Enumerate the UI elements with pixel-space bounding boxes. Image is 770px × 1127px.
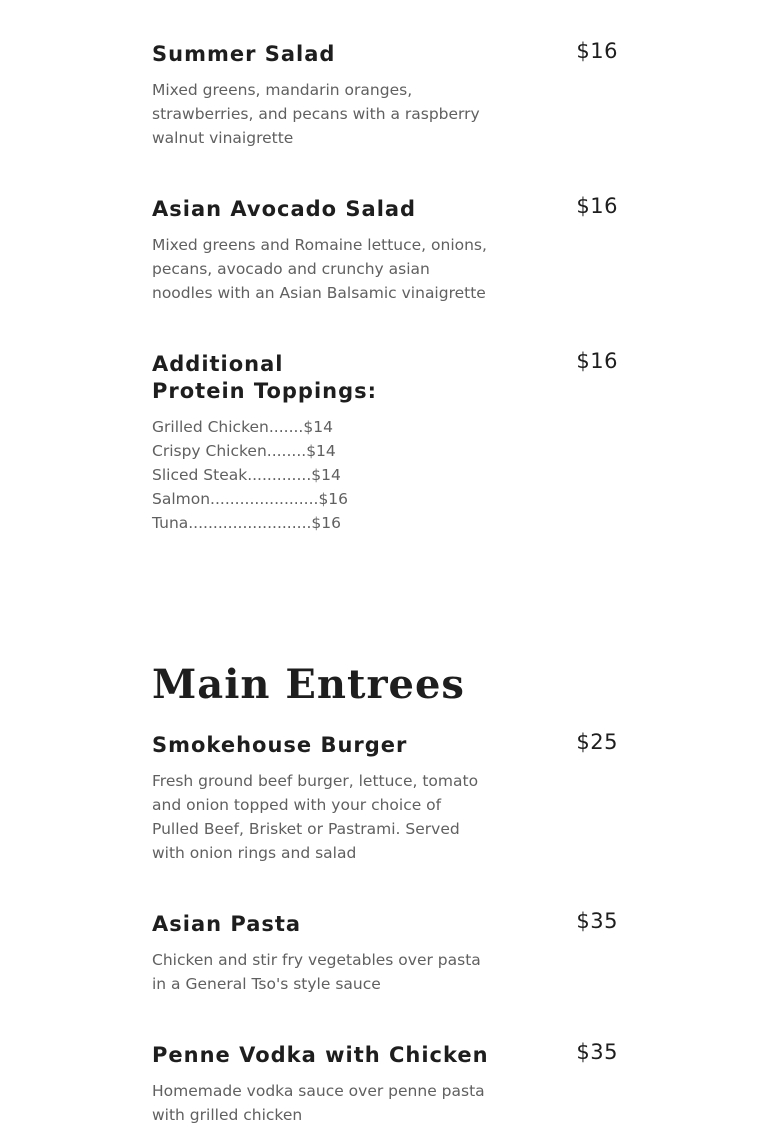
topping-option: Salmon......................$16 (152, 490, 349, 508)
item-price: $16 (576, 349, 618, 373)
item-description: Homemade vodka sauce over penne pasta with grilled chicken (152, 1082, 485, 1124)
item-description: Fresh ground beef burger, lettuce, tomato and onion topped with your choice of Pulled Beef, Brisket or Pastrami. Served with onion rings and salad (152, 772, 479, 862)
item-price: $35 (576, 909, 618, 933)
menu-item-asian-pasta (152, 911, 618, 996)
menu-item-asian-avocado-salad (152, 196, 618, 305)
item-price: $25 (576, 730, 618, 754)
item-description: Chicken and stir fry vegetables over pasta in a General Tso's style sauce (152, 951, 481, 993)
item-price: $16 (576, 39, 618, 63)
item-name: Smokehouse Burger (152, 733, 408, 757)
topping-option: Crispy Chicken........$14 (152, 442, 336, 460)
item-price: $16 (576, 194, 618, 218)
section-title-main-entrees: Main Entrees (152, 661, 465, 708)
item-description: Mixed greens and Romaine lettuce, onions, pecans, avocado and crunchy asian noodles with an Asian Balsamic vinaigrette (152, 236, 487, 302)
item-name: Penne Vodka with Chicken (152, 1043, 489, 1067)
menu-item-protein-toppings (152, 351, 618, 535)
item-description: Mixed greens, mandarin oranges, strawberries, and pecans with a raspberry walnut vinaigrette (152, 81, 480, 147)
item-name: Summer Salad (152, 42, 336, 66)
menu-item-smokehouse-burger (152, 732, 618, 865)
item-name: Asian Avocado Salad (152, 197, 417, 221)
item-price: $35 (576, 1040, 618, 1064)
topping-option: Tuna.........................$16 (152, 514, 342, 532)
topping-option: Grilled Chicken.......$14 (152, 418, 333, 436)
menu-item-penne-vodka (152, 1042, 618, 1127)
item-name: Additional Protein Toppings: (152, 352, 378, 403)
menu-item-summer-salad (152, 41, 618, 150)
topping-option: Sliced Steak.............$14 (152, 466, 341, 484)
topping-list (152, 415, 492, 535)
item-name: Asian Pasta (152, 912, 302, 936)
